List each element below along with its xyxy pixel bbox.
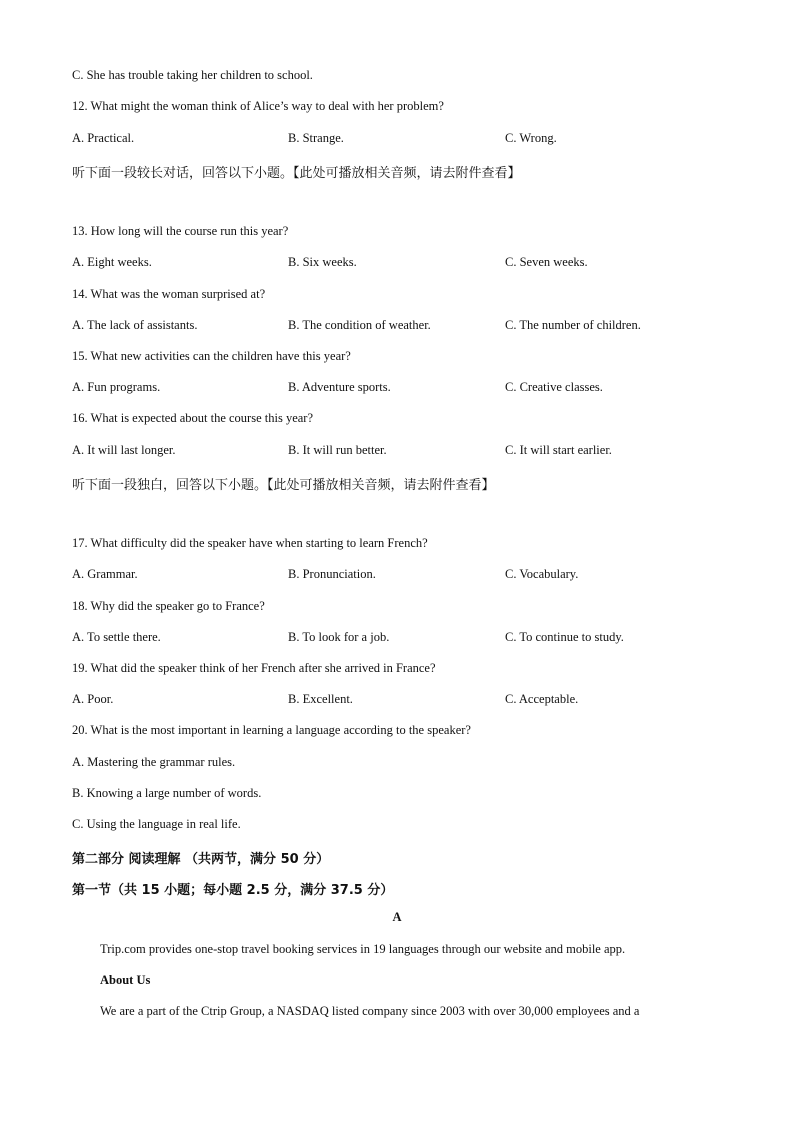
q16-option-c: C. It will start earlier. xyxy=(505,443,612,457)
q18-option-b: B. To look for a job. xyxy=(288,630,390,644)
q17-option-a: A. Grammar. xyxy=(72,567,138,581)
question-16: 16. What is expected about the course this year? xyxy=(72,411,314,425)
q16-option-a: A. It will last longer. xyxy=(72,443,176,457)
about-heading: About Us xyxy=(100,973,151,987)
q14-option-b: B. The condition of weather. xyxy=(288,318,431,332)
about-text: We are a part of the Ctrip Group, a NASDAQ listed company since 2003 with over 30,000 employees and a xyxy=(100,1004,640,1018)
q15-option-a: A. Fun programs. xyxy=(72,380,161,394)
part2-heading: 第二部分 阅读理解 （共两节，满分 50 分） xyxy=(72,852,330,867)
question-13: 13. How long will the course run this year? xyxy=(72,224,289,238)
q19-option-c: C. Acceptable. xyxy=(505,692,579,706)
q20-option-c: C. Using the language in real life. xyxy=(72,817,241,831)
passage-intro: Trip.com provides one-stop travel booking services in 19 languages through our website and mobile app. xyxy=(100,942,626,956)
q15-option-c: C. Creative classes. xyxy=(505,380,603,394)
q11-option-c: C. She has trouble taking her children to school. xyxy=(72,68,313,82)
question-18: 18. Why did the speaker go to France? xyxy=(72,599,265,613)
q14-option-c: C. The number of children. xyxy=(505,318,641,332)
q18-option-c: C. To continue to study. xyxy=(505,630,624,644)
q15-option-b: B. Adventure sports. xyxy=(288,380,391,394)
question-12: 12. What might the woman think of Alice’s way to deal with her problem? xyxy=(72,99,444,113)
instruction-long-dialogue: 听下面一段较长对话，回答以下小题。【此处可播放相关音频，请去附件查看】 xyxy=(72,166,521,181)
q13-option-c: C. Seven weeks. xyxy=(505,255,588,269)
q13-option-b: B. Six weeks. xyxy=(288,255,357,269)
q12-option-a: A. Practical. xyxy=(72,131,135,145)
q18-option-a: A. To settle there. xyxy=(72,630,161,644)
q17-option-c: C. Vocabulary. xyxy=(505,567,579,581)
q20-option-b: B. Knowing a large number of words. xyxy=(72,786,262,800)
q12-option-c: C. Wrong. xyxy=(505,131,557,145)
q17-option-b: B. Pronunciation. xyxy=(288,567,376,581)
question-17: 17. What difficulty did the speaker have when starting to learn French? xyxy=(72,536,428,550)
q16-option-b: B. It will run better. xyxy=(288,443,387,457)
q12-option-b: B. Strange. xyxy=(288,131,344,145)
q14-option-a: A. The lack of assistants. xyxy=(72,318,198,332)
question-20: 20. What is the most important in learning a language according to the speaker? xyxy=(72,723,471,737)
question-19: 19. What did the speaker think of her French after she arrived in France? xyxy=(72,661,436,675)
q19-option-a: A. Poor. xyxy=(72,692,114,706)
question-14: 14. What was the woman surprised at? xyxy=(72,287,266,301)
q20-option-a: A. Mastering the grammar rules. xyxy=(72,755,236,769)
question-15: 15. What new activities can the children have this year? xyxy=(72,349,351,363)
q19-option-b: B. Excellent. xyxy=(288,692,353,706)
q13-option-a: A. Eight weeks. xyxy=(72,255,152,269)
section1-heading: 第一节（共 15 小题；每小题 2.5 分，满分 37.5 分） xyxy=(72,883,394,898)
instruction-monologue: 听下面一段独白，回答以下小题。【此处可播放相关音频，请去附件查看】 xyxy=(72,478,495,493)
passage-label: A xyxy=(392,910,402,924)
